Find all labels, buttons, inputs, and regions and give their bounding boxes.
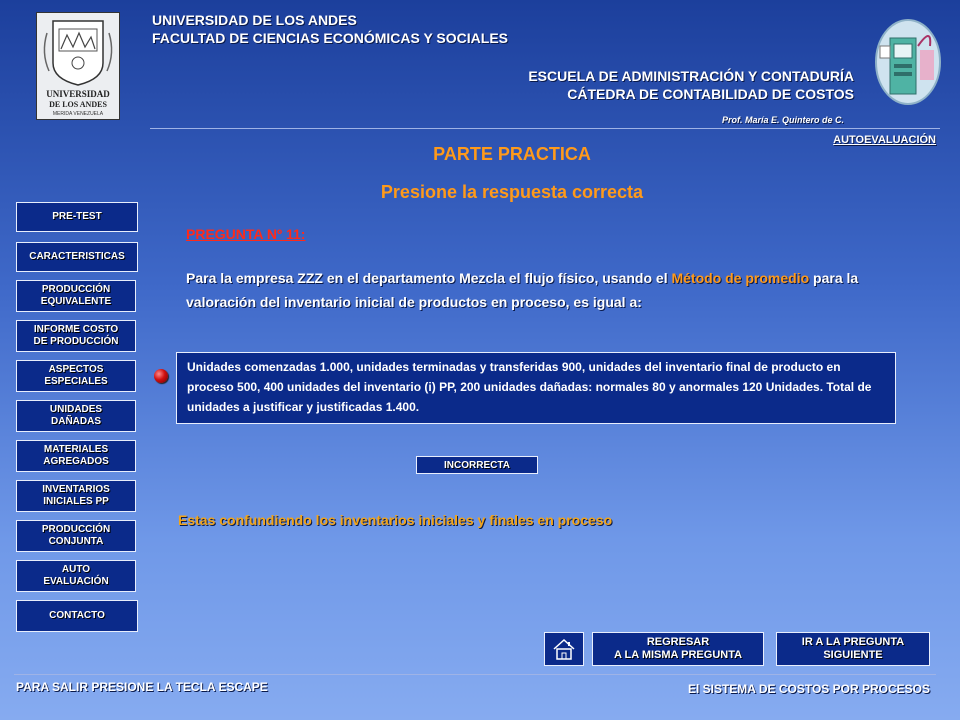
footer-divider (14, 674, 936, 675)
back-button-line1: REGRESAR (646, 636, 710, 648)
sidebar-item-label: ASPECTOS ESPECIALES (44, 364, 108, 387)
next-question-button[interactable] (776, 632, 930, 666)
sidebar-item-label: CARACTERISTICAS (29, 251, 125, 262)
sidebar-item-label: INFORME COSTO DE PRODUCCIÓN (33, 324, 119, 347)
logo-text-1: UNIVERSIDAD (46, 89, 110, 99)
sidebar-item-produccion-equivalente[interactable] (16, 280, 136, 312)
sidebar-item-label: PRODUCCIÓN CONJUNTA (41, 524, 111, 547)
back-button[interactable] (592, 632, 764, 666)
sidebar-item-label: MATERIALES AGREGADOS (43, 444, 109, 467)
answer-bullet-icon[interactable] (154, 369, 168, 383)
question-highlight-method: Método de (671, 270, 742, 286)
page-subtitle: Presione la respuesta correcta (380, 182, 644, 202)
header-divider (150, 128, 940, 129)
sidebar-item-unidades-danadas[interactable] (16, 400, 136, 432)
sidebar-item-label: UNIDADES DAÑADAS (49, 404, 103, 427)
result-label: INCORRECTA (444, 459, 510, 471)
question-text-part1: Para la empresa ZZZ en el departamento Mezcla el flujo físico, usando el (186, 270, 672, 286)
sidebar-item-label: PRODUCCIÓN EQUIVALENTE (40, 284, 112, 307)
system-name: El SISTEMA DE COSTOS POR PROCESOS (687, 682, 930, 696)
sidebar-item-materiales-agregados[interactable] (16, 440, 136, 472)
home-icon (551, 637, 577, 661)
sidebar-item-caracteristicas[interactable] (16, 242, 138, 272)
sidebar-item-label: INVENTARIOS INICIALES PP (42, 484, 110, 507)
sidebar-item-label: CONTACTO (49, 610, 105, 621)
answer-option-text: Unidades comenzadas 1.000, unidades terminadas y transferidas 900, unidades del inventario final de producto en proceso 500, 400 unidades del inventario (i) PP, 200 unidades dañadas: normales 80 y anormales 120 Unidades. Total de unidades a justificar y justificadas 1.400. (187, 360, 872, 414)
logo-text-3: MERIDA VENEZUELA (52, 111, 104, 117)
faculty-name: FACULTAD DE CIENCIAS ECONÓMICAS Y SOCIALES (152, 30, 508, 46)
sidebar-item-inventarios-iniciales[interactable] (16, 480, 136, 512)
home-button[interactable] (544, 632, 584, 666)
question-highlight-promedio: promedio (745, 270, 810, 286)
feedback-text: Estas confundiendo los inventarios iniciales y finales en proceso (178, 512, 613, 528)
sidebar-item-aspectos-especiales[interactable] (16, 360, 136, 392)
back-button-line2: A LA MISMA PREGUNTA (613, 649, 743, 661)
computer-illustration (870, 16, 946, 108)
chair-name: CÁTEDRA DE CONTABILIDAD DE COSTOS (567, 86, 854, 102)
exit-hint: PARA SALIR PRESIONE LA TECLA ESCAPE (16, 680, 268, 694)
sidebar-item-pre-test[interactable] (16, 202, 138, 232)
question-text-part2: para la valoración del inventario inicial de productos en proceso, es igual a: (186, 270, 859, 310)
sidebar-item-auto-evaluacion[interactable] (16, 560, 136, 592)
question-text (186, 266, 866, 314)
sidebar-item-informe-costo[interactable] (16, 320, 136, 352)
sidebar-item-label: AUTO EVALUACIÓN (43, 564, 109, 587)
university-logo (36, 12, 120, 120)
answer-option[interactable] (176, 352, 896, 424)
question-number: PREGUNTA Nº 11: (186, 226, 306, 242)
next-button-line1: IR A LA PREGUNTA (801, 636, 905, 648)
section-label: AUTOEVALUACIÓN (833, 134, 936, 146)
next-button-line2: SIGUIENTE (823, 649, 883, 661)
logo-text-2: DE LOS ANDES (49, 100, 107, 109)
sidebar-item-contacto[interactable] (16, 600, 138, 632)
page-title: PARTE PRACTICA (433, 144, 591, 164)
university-name: UNIVERSIDAD DE LOS ANDES (152, 12, 357, 28)
result-badge (416, 456, 538, 474)
school-name: ESCUELA DE ADMINISTRACIÓN Y CONTADURÍA (528, 68, 854, 84)
professor-name: Prof. María E. Quintero de C. (721, 115, 844, 125)
sidebar-item-label: PRE-TEST (52, 211, 102, 222)
sidebar-item-produccion-conjunta[interactable] (16, 520, 136, 552)
